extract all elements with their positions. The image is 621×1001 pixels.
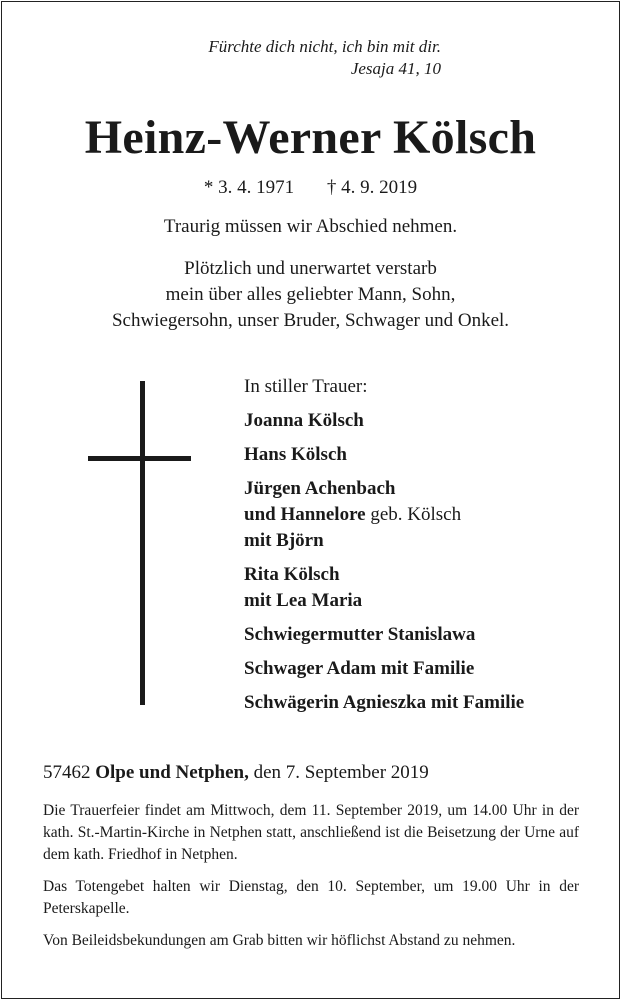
- birth-date: * 3. 4. 1971: [203, 177, 295, 198]
- cross-icon: [140, 381, 145, 705]
- mourner: und Hannelore: [244, 504, 366, 525]
- mourner: Schwägerin Agnieszka mit Familie: [244, 692, 525, 713]
- mourner: Schwiegermutter Stanislawa: [244, 624, 476, 645]
- mourner: Joanna Kölsch: [244, 410, 364, 431]
- maiden-name: geb. Kölsch: [365, 504, 462, 525]
- cross-icon-beam: [88, 456, 191, 461]
- announcement: [2, 256, 619, 334]
- mourner-group: [244, 562, 524, 614]
- mourner: mit Lea Maria: [244, 590, 363, 611]
- place-date: [43, 762, 429, 784]
- prayer-note: Das Totengebet halten wir Dienstag, den 10. September, um 19.00 Uhr in der Peterskapelle.: [43, 878, 579, 917]
- verse-reference: Jesaja 41, 10: [350, 59, 441, 78]
- mourners-list: [244, 374, 524, 724]
- announcement-line: mein über alles geliebter Mann, Sohn,: [165, 284, 456, 305]
- notice-date: den 7. September 2019: [248, 762, 429, 783]
- mourner-group: [244, 476, 524, 554]
- intro-line: Traurig müssen wir Abschied nehmen.: [163, 216, 458, 237]
- death-date: † 4. 9. 2019: [326, 177, 418, 198]
- deceased-name: Heinz-Werner Kölsch: [84, 111, 537, 164]
- mourner: Jürgen Achenbach: [244, 478, 396, 499]
- condolence-note: Von Beileidsbekundungen am Grab bitten wir höflichst Abstand zu nehmen.: [43, 932, 516, 949]
- announcement-line: Schwiegersohn, unser Bruder, Schwager und Onkel.: [111, 310, 510, 331]
- mourner: mit Björn: [244, 530, 324, 551]
- obituary-notice: [1, 1, 620, 999]
- mourner-line: [244, 502, 524, 528]
- bible-verse: [208, 36, 441, 80]
- mourner: Hans Kölsch: [244, 444, 347, 465]
- mourner: Schwager Adam mit Familie: [244, 658, 475, 679]
- postal-code: 57462: [43, 762, 96, 783]
- life-dates: [2, 177, 619, 199]
- mourner: Rita Kölsch: [244, 564, 340, 585]
- verse-text: Fürchte dich nicht, ich bin mit dir.: [208, 37, 441, 56]
- funeral-service-note: Die Trauerfeier findet am Mittwoch, dem 11. September 2019, um 14.00 Uhr in der kath. St.-Martin-Kirche in Netphen statt, anschließend ist die Beisetzung der Urne auf dem kath. Friedhof in Netphen.: [43, 802, 579, 863]
- announcement-line: Plötzlich und unerwartet verstarb: [184, 258, 437, 279]
- mourners-header: In stiller Trauer:: [244, 376, 368, 397]
- town-names: Olpe und Netphen,: [95, 762, 249, 783]
